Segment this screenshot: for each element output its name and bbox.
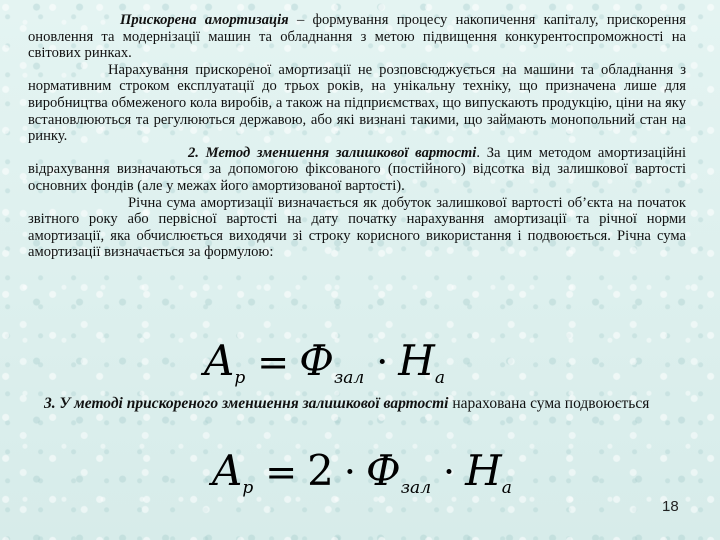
paragraph-text: Річна сума амортизації визначається як добуток залишкової вартості об’єкта на початок звітного року або первісної вартості на дату початку нарахування амортизації та річної норми амортизації, яка обчислюється виходячи зі строку корисного використання і подвоюється. Річна сума амортизації визначається за формулою: [28, 194, 686, 261]
formula-symbol: Н [465, 446, 502, 495]
paragraph-text: Нарахування прискореної амортизації не розповсюджується на машини та обладнання з нормативним строком експлуатації до трьох років, на унікальну техніку, що призначена лише для виробництва обмеженого кола виробів, а також на підприємствах, що випускають продукцію, ціни на яку встановлюються та регулюються державою, або які визнані такими, що займають монопольний стан на ринку. [28, 61, 686, 145]
formula-symbol: Ф [365, 446, 401, 495]
term-accelerated-depreciation: Прискорена амортизація [120, 12, 289, 28]
term-method-2: 2. Метод зменшення залишкової вартості [188, 144, 477, 161]
formula-subscript: p [242, 478, 254, 498]
formula-symbol: A [212, 446, 243, 495]
formula-double-declining-balance [212, 446, 514, 498]
paragraph-method-3 [44, 394, 694, 414]
paragraph-restrictions [28, 62, 686, 145]
slide-body [28, 12, 686, 261]
paragraph-text: . За цим методом амортизаційні відрахування визначаються за допомогою фіксованого (постійного) відсотка від залишкової вартості основних фондів (але у межах його амортизованої вартості). [28, 144, 687, 194]
term-method-3: 3. У методі прискореного зменшення залишкової вартості [44, 395, 449, 412]
paragraph-method-2 [28, 145, 686, 195]
formula-operator: · [343, 450, 356, 494]
formula-subscript: зал [400, 478, 432, 498]
formula-symbol: Ф [299, 336, 334, 385]
page-number: 18 [662, 498, 679, 515]
formula-declining-balance [204, 336, 447, 388]
formula-subscript: p [234, 368, 246, 388]
formula-symbol: A [204, 336, 235, 385]
formula-subscript: зал [333, 368, 365, 388]
paragraph-text: нарахована сума подвоюється [448, 395, 650, 412]
paragraph-annual-sum [28, 195, 686, 261]
formula-operator: · [376, 340, 389, 384]
formula-subscript: а [434, 368, 446, 388]
paragraph-accelerated-depreciation [28, 12, 686, 62]
formula-coefficient: 2 [307, 446, 334, 495]
formula-subscript: а [501, 478, 512, 498]
paragraph-text: – формування процесу накопичення капіталу, прискорення оновлення та модернізації машин та обладнання з метою підвищення конкурентоспроможності на світових ринках. [28, 12, 686, 62]
formula-operator: · [443, 450, 456, 494]
formula-symbol: Н [398, 336, 435, 385]
formula-operator: = [265, 450, 298, 494]
formula-operator: = [257, 340, 290, 384]
